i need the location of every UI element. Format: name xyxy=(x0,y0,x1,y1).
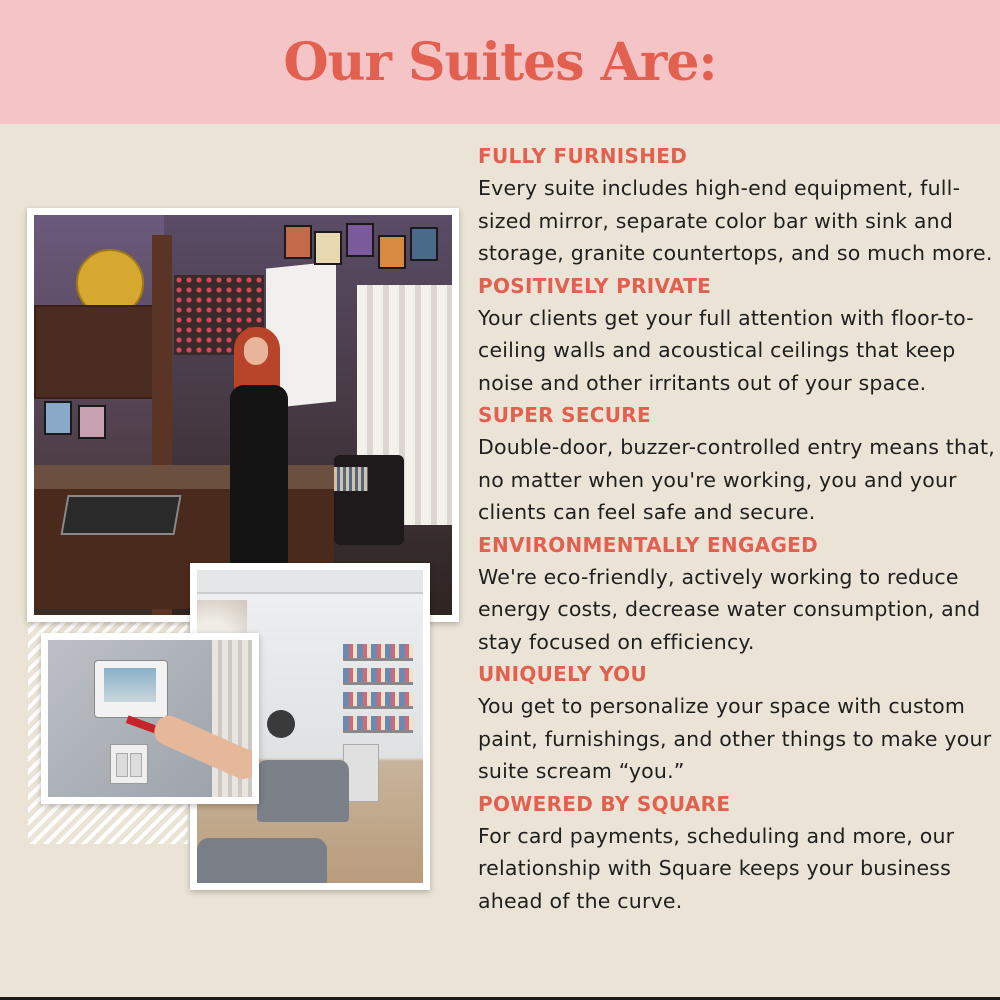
page-title: Our Suites Are: xyxy=(283,31,717,93)
section-title-uniquely-you: UNIQUELY YOU xyxy=(478,662,648,686)
features-list xyxy=(478,140,998,917)
section-body-super-secure: Double-door, buzzer-controlled entry means that, no matter when you're working, you and your clients can feel safe and secure. xyxy=(478,435,995,524)
armchair xyxy=(257,760,349,822)
section-title-environmentally-engaged: ENVIRONMENTALLY ENGAGED xyxy=(478,532,819,557)
section-title-super-secure: SUPER SECURE xyxy=(478,403,651,427)
tray xyxy=(60,495,181,535)
section-body-fully-furnished: Every suite includes high-end equipment, full-sized mirror, separate color bar with sink and storage, granite countertops, and so much more. xyxy=(478,176,993,265)
intercom-photo xyxy=(41,633,259,804)
section-title-fully-furnished: FULLY FURNISHED xyxy=(478,144,688,168)
stylist-figure xyxy=(230,385,288,565)
section-body-powered-by-square: For card payments, scheduling and more, our relationship with Square keeps your business ahead of the curve. xyxy=(478,823,955,913)
sofa xyxy=(197,838,327,883)
section-body-positively-private: Your clients get your full attention with floor-to-ceiling walls and acoustical ceilings that keep noise and other irritants out of your space. xyxy=(478,305,974,395)
section-body-uniquely-you: You get to personalize your space with custom paint, furnishings, and other things to make your suite scream “you.” xyxy=(478,694,992,783)
section-title-powered-by-square: POWERED BY SQUARE xyxy=(478,791,731,816)
salon-suite-photo xyxy=(27,208,459,622)
section-title-positively-private: POSITIVELY PRIVATE xyxy=(478,273,712,298)
header-banner xyxy=(0,0,1000,124)
light-switch xyxy=(110,744,148,784)
section-body-environmentally-engaged: We're eco-friendly, actively working to reduce energy costs, decrease water consumption, and stay focused on efficiency. xyxy=(478,564,981,654)
